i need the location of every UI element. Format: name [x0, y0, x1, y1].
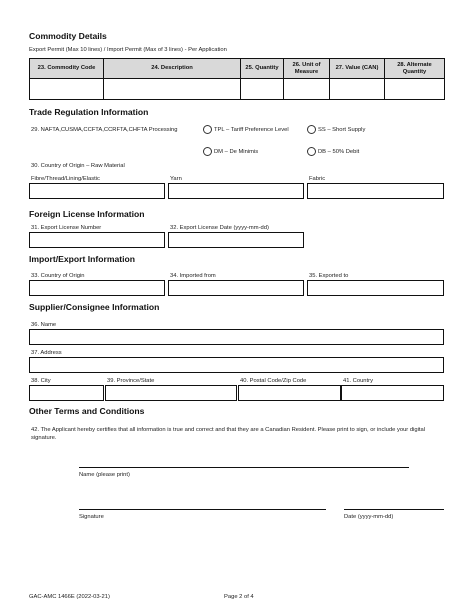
name-label: 36. Name	[31, 322, 57, 328]
export-license-date-input[interactable]	[168, 232, 304, 248]
table-row	[30, 79, 445, 100]
supplier-heading: Supplier/Consignee Information	[29, 302, 160, 312]
dm-radio-icon[interactable]	[203, 147, 212, 156]
description-input[interactable]	[104, 79, 241, 100]
province-state-input[interactable]	[105, 385, 237, 401]
country-input[interactable]	[341, 385, 444, 401]
country-of-origin-input[interactable]	[29, 280, 165, 296]
ss-radio-icon[interactable]	[307, 125, 316, 134]
signature-line[interactable]	[79, 509, 326, 510]
certification-text: 42. The Applicant hereby certifies that all information is true and correct and that they are a Canadian Resident. Please print to sign, or include your digital signature.	[31, 427, 425, 441]
commodity-table	[29, 58, 445, 100]
alternate-quantity-input[interactable]	[385, 79, 445, 100]
city-label: 38. City	[31, 378, 51, 384]
commodity-code-input[interactable]	[30, 79, 104, 100]
col-alternate-quantity: 28. Alternate Quantity	[385, 59, 445, 79]
name-print-label: Name (please print)	[79, 472, 130, 478]
other-heading: Other Terms and Conditions	[29, 406, 145, 416]
option-tpl[interactable]	[203, 125, 289, 134]
fabric-input[interactable]	[307, 183, 444, 199]
name-print-line[interactable]	[79, 467, 409, 468]
country-of-origin-label: 33. Country of Origin	[31, 273, 85, 279]
page-number: Page 2 of 4	[224, 594, 254, 600]
option-db[interactable]	[307, 147, 359, 156]
commodity-subtitle: Export Permit (Max 10 lines) / Import Permit (Max of 3 lines) - Per Application	[29, 47, 227, 53]
col-value: 27. Value (CAN)	[330, 59, 385, 79]
fibre-input[interactable]	[29, 183, 165, 199]
processing-label: 29. NAFTA,CUSMA,CCFTA,CCRFTA,CHFTA Processing	[31, 127, 178, 133]
trade-heading: Trade Regulation Information	[29, 107, 149, 117]
col-quantity: 25. Quantity	[241, 59, 284, 79]
col-description: 24. Description	[104, 59, 241, 79]
option-ss[interactable]	[307, 125, 365, 134]
address-label: 37. Address	[31, 350, 62, 356]
date-line[interactable]	[344, 509, 444, 510]
exported-to-input[interactable]	[307, 280, 444, 296]
impexp-heading: Import/Export Information	[29, 254, 135, 264]
option-dm-label: DM – De Minimis	[214, 148, 259, 155]
imported-from-input[interactable]	[168, 280, 304, 296]
commodity-table-header	[30, 59, 445, 79]
option-ss-label: SS – Short Supply	[318, 126, 366, 133]
option-db-label: DB – 50% Debit	[318, 148, 360, 155]
yarn-label: Yarn	[170, 176, 182, 182]
form-code: GAC-AMC 1466E (2022-03-21)	[29, 594, 110, 600]
date-label: Date (yyyy-mm-dd)	[344, 514, 394, 520]
origin-raw-label: 30. Country of Origin – Raw Material	[31, 163, 125, 169]
quantity-input[interactable]	[241, 79, 284, 100]
export-license-number-input[interactable]	[29, 232, 165, 248]
value-input[interactable]	[330, 79, 385, 100]
country-label: 41. Country	[343, 378, 373, 384]
option-tpl-label: TPL – Tariff Preference Level	[214, 126, 289, 133]
foreign-heading: Foreign License Information	[29, 209, 145, 219]
commodity-heading: Commodity Details	[29, 31, 107, 41]
imported-from-label: 34. Imported from	[170, 273, 216, 279]
fibre-label: Fibre/Thread/Lining/Elastic	[31, 176, 100, 182]
signature-label: Signature	[79, 514, 104, 520]
tpl-radio-icon[interactable]	[203, 125, 212, 134]
postal-code-label: 40. Postal Code/Zip Code	[240, 378, 307, 384]
province-state-label: 39. Province/State	[107, 378, 155, 384]
unit-of-measure-input[interactable]	[284, 79, 330, 100]
postal-code-input[interactable]	[238, 385, 341, 401]
export-license-date-label: 32. Export License Date (yyyy-mm-dd)	[170, 225, 269, 231]
col-unit-of-measure: 26. Unit of Measure	[284, 59, 330, 79]
exported-to-label: 35. Exported to	[309, 273, 349, 279]
db-radio-icon[interactable]	[307, 147, 316, 156]
export-license-number-label: 31. Export License Number	[31, 225, 102, 231]
col-commodity-code: 23. Commodity Code	[30, 59, 104, 79]
fabric-label: Fabric	[309, 176, 326, 182]
city-input[interactable]	[29, 385, 104, 401]
address-input[interactable]	[29, 357, 444, 373]
yarn-input[interactable]	[168, 183, 304, 199]
name-input[interactable]	[29, 329, 444, 345]
option-dm[interactable]	[203, 147, 258, 156]
